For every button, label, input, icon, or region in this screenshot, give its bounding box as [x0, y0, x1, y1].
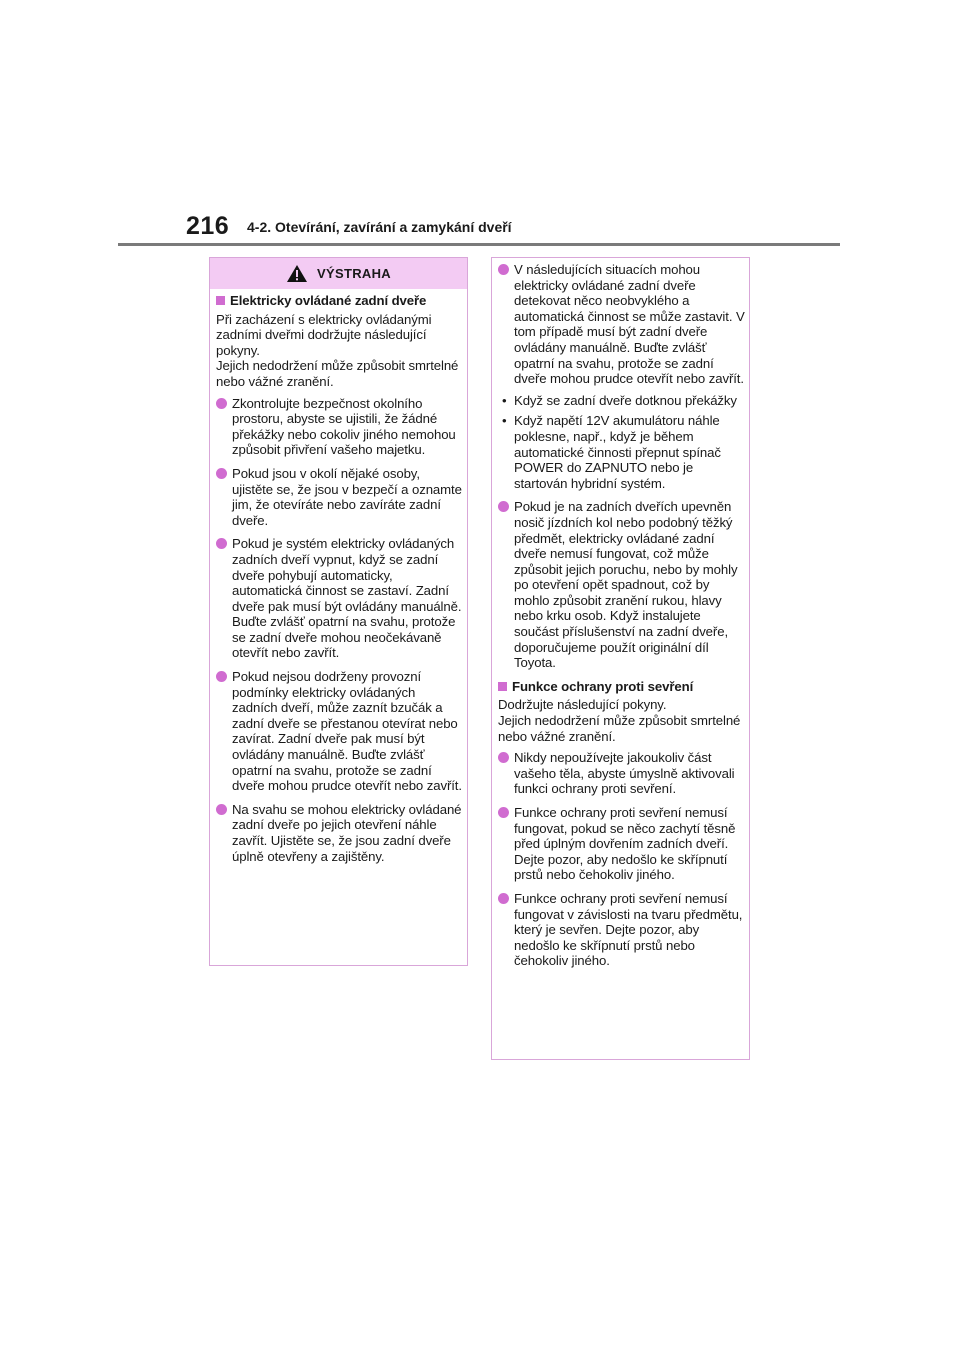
heading-text: Elektricky ovládané zadní dveře	[230, 293, 427, 308]
circle-bullet-icon	[498, 501, 509, 512]
list-item	[216, 396, 463, 458]
list-item	[498, 262, 745, 387]
list-item-text: Nikdy nepoužívejte jakoukoliv část vašeho těla, abyste úmyslně aktivovali funkci ochrany proti sevření.	[514, 750, 735, 797]
circle-bullet-icon	[216, 671, 227, 682]
dot-marker-icon: •	[502, 413, 507, 429]
header-rule	[118, 243, 840, 246]
warning-box-right	[491, 257, 750, 1060]
sub-list-item-text: Když se zadní dveře dotknou překážky	[514, 392, 737, 408]
list-item-text: Na svahu se mohou elektricky ovládané zadní dveře po jejich otevření náhle zavřít. Ujistěte se, že jsou zadní dveře úplně otevřeny a zajištěny.	[232, 801, 462, 864]
intro-text: Dodržujte následující pokyny. Jejich nedodržení může způsobit smrtelné nebo vážné zranění.	[498, 697, 741, 744]
list-item-text: Pokud je systém elektricky ovládaných zadních dveří vypnut, když se zadní dveře pohybují automaticky, automatická činnost se zastaví. Zadní dveře pak musí být ovládány manuálně. Buďte zvlášť opatrní na svahu, protože se zadní dveře mohou neočekávaně otevřít nebo zavřít.	[232, 536, 462, 661]
dot-marker-icon: •	[502, 392, 507, 408]
heading-text: Funkce ochrany proti sevření	[512, 678, 694, 694]
warning-box-left	[209, 257, 468, 966]
circle-bullet-icon	[498, 807, 509, 818]
list-item-text: Funkce ochrany proti sevření nemusí fungovat v závislosti na tvaru předmětu, který je sevřen. Dejte pozor, aby nedošlo ke skřípnutí prstů nebo čehokoliv jiného.	[514, 890, 743, 969]
circle-bullet-icon	[216, 538, 227, 549]
sub-list	[498, 393, 745, 492]
list-item	[498, 750, 745, 797]
list-item	[498, 499, 745, 671]
list-item	[498, 891, 745, 969]
subsection-heading	[216, 293, 463, 309]
subsection-heading	[498, 679, 745, 695]
list-item	[216, 669, 463, 794]
list-item-text: Funkce ochrany proti sevření nemusí fungovat, pokud se něco zachytí těsně před úplným dovřením zadních dveří. Dejte pozor, aby nedošlo ke skřípnutí prstů nebo čehokoliv jiného.	[514, 805, 736, 883]
list-item-text: Zkontrolujte bezpečnost okolního prostoru, abyste se ujistili, že žádné překážky nebo cokoliv jiného nemohou způsobit přivření vašeho majetku.	[232, 395, 456, 458]
sub-list-item-text: Když napětí 12V akumulátoru náhle poklesne, např., když je během automatické činnosti přepnut spínač POWER do ZAPNUTO nebo je startován hybridní systém.	[514, 413, 721, 491]
list-item-text: Pokud jsou v okolí nějaké osoby, ujistěte se, že jsou v bezpečí a oznamte jim, že otevíráte nebo zavíráte zadní dveře.	[232, 465, 462, 528]
circle-bullet-icon	[216, 804, 227, 815]
warning-header	[210, 258, 467, 289]
page-number: 216	[186, 212, 230, 240]
sub-list-item	[498, 413, 745, 491]
circle-bullet-icon	[216, 398, 227, 409]
warning-content-left	[210, 289, 467, 864]
list-item	[216, 802, 463, 864]
list-item-text: V následujících situacích mohou elektricky ovládané zadní dveře detekovat něco neobvyklého a automatická činnost se může zastavit. V tom případě musí být zadní dveře ovládány manuálně. Buďte zvlášť opatrní na svahu, protože se zadní dveře mohou prudce otevřít nebo zavřít.	[514, 262, 745, 387]
circle-bullet-icon	[498, 752, 509, 763]
circle-bullet-icon	[498, 893, 509, 904]
circle-bullet-icon	[498, 264, 509, 275]
warning-content-right	[492, 258, 749, 969]
list-item	[498, 805, 745, 883]
square-bullet-icon	[498, 682, 507, 691]
list-item-text: Pokud nejsou dodrženy provozní podmínky elektricky ovládaných zadních dveří, může zaznít bzučák a zadní dveře se přestanou otevírat nebo zavírat. Zadní dveře pak musí být ovládány manuálně. Buďte zvlášť opatrní na svahu, protože se zadní dveře mohou prudce otevřít nebo zavřít.	[232, 669, 462, 794]
list-item	[216, 536, 463, 661]
square-bullet-icon	[216, 296, 225, 305]
warning-triangle-icon	[286, 264, 308, 283]
circle-bullet-icon	[216, 468, 227, 479]
sub-list-item	[498, 393, 745, 409]
section-title: 4-2. Otevírání, zavírání a zamykání dveří	[247, 219, 512, 235]
list-item	[216, 466, 463, 528]
list-item-text: Pokud je na zadních dveřích upevněn nosič jízdních kol nebo podobný těžký předmět, elektricky ovládané zadní dveře nemusí fungovat, což může způsobit jejich poruchu, nebo by mohly po otevření opět spadnout, což by mohlo způsobit zranění rukou, hlavy nebo krku osob. Když instalujete součást příslušenství na zadní dveře, doporučujeme použít originální díl Toyota.	[514, 499, 738, 671]
intro-text: Při zacházení s elektricky ovládanými zadními dveřmi dodržujte následující pokyny. Jejich nedodržení může způsobit smrtelné nebo vážné zranění.	[216, 311, 459, 389]
warning-title: VÝSTRAHA	[317, 266, 391, 281]
